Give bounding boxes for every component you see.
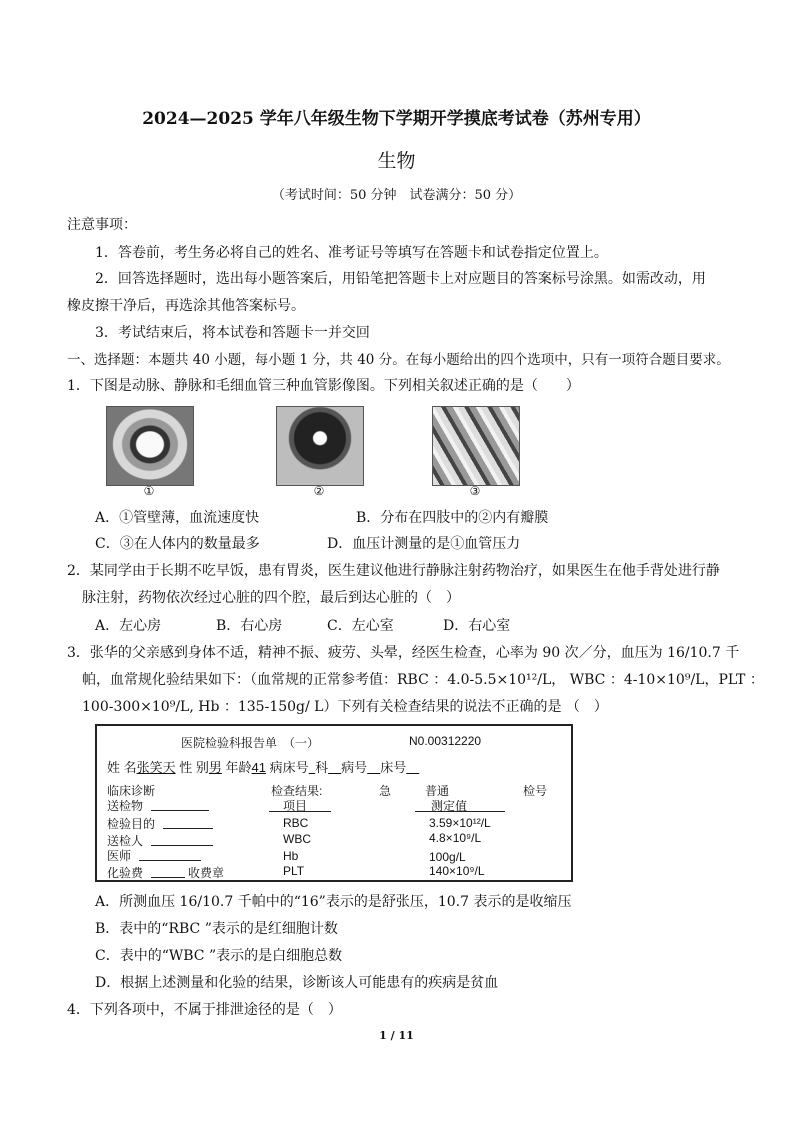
q1-option-c: C．③在人体内的数量最多 (95, 536, 260, 552)
table-row-value: 3.59×10¹²/L (429, 816, 491, 830)
notice-heading: 注意事项： (67, 217, 137, 233)
subject-heading: 生物 (377, 150, 416, 172)
patient-info-row (107, 757, 419, 776)
q3-option-d: D．根据上述测量和化验的结果，诊断该人可能患有的疾病是贫血 (95, 975, 499, 991)
sex-label: 性 别 (179, 760, 209, 775)
notice-item: 1．答卷前，考生务必将自己的姓名、准考证号等填写在答题卡和试卷指定位置上。 (95, 245, 608, 261)
table-row-value: 100g/L (429, 850, 466, 864)
q4-stem: 4．下列各项中，不属于排泄途径的是（ ） (67, 1002, 342, 1018)
check-no-label: 检号 (523, 784, 548, 798)
report-title: 医院检验科报告单 （一） (181, 736, 320, 750)
patient-name: 张笑天 (136, 760, 176, 775)
field-doctor: 医师 (107, 849, 132, 863)
col-header-value: 测定值 (431, 799, 468, 813)
capillary-image (432, 406, 520, 486)
notice-item-continued: 橡皮擦干净后，再选涂其他答案标号。 (67, 298, 305, 314)
field-stamp: 收费章 (188, 866, 225, 880)
field-diagnosis: 临床诊断 (107, 784, 156, 798)
q2-stem: 2．某同学由于长期不吃早饭，患有胃炎，医生建议他进行静脉注射药物治疗，如果医生在他手背处进行静 (67, 563, 720, 579)
patient-age: 41 (251, 760, 267, 775)
image-label-2: ② (313, 484, 325, 498)
field-purpose: 检验目的 (107, 817, 156, 831)
bed-no-label: 床号 (380, 760, 407, 775)
q3-option-a: A．所测血压 16/10.7 千帕中的“16”表示的是舒张压，10.7 表示的是收缩压 (95, 894, 572, 910)
field-fee: 化验费 (107, 866, 144, 880)
patient-sex: 男 (208, 760, 222, 775)
q1-option-d: D．血压计测量的是①血管压力 (327, 536, 521, 552)
result-label: 检查结果: (271, 784, 323, 798)
q1-option-a: A．①管壁薄，血流速度快 (95, 510, 260, 526)
image-label-1: ① (143, 484, 155, 498)
table-row-item: WBC (283, 832, 311, 846)
col-header-item: 项目 (283, 799, 308, 813)
bed-label: 病床号 (269, 760, 309, 775)
urgent-label: 急 (379, 784, 392, 798)
normal-label: 普通 (425, 784, 450, 798)
q3-stem-continued: 帕，血常规化验结果如下：（血常规的正常参考值：RBC ：4.0-5.5×10¹²/L， WBC ：4-10×10⁹/L，PLT ： (82, 672, 764, 688)
name-label: 姓 名 (107, 760, 137, 775)
q2-option-a: A．左心房 (95, 618, 162, 634)
case-label: 病号 (341, 760, 368, 775)
age-label: 年龄 (225, 760, 252, 775)
paper-title: 2024—2025 学年八年级生物下学期开学摸底考试卷（苏州专用） (142, 109, 651, 129)
q3-option-b: B．表中的“RBC ”表示的是红细胞计数 (95, 921, 338, 937)
field-sender: 送检人 (107, 834, 144, 848)
q3-stem: 3．张华的父亲感到身体不适，精神不振、疲劳、头晕，经医生检查，心率为 90 次／分，血压为 16/10.7 千 (67, 645, 740, 661)
table-row-item: Hb (283, 849, 299, 863)
dept-label: 科 (315, 760, 329, 775)
q3-stem-continued: 100-300×10⁹/L, Hb ：135-150g/ L）下列有关检查结果的说法不正确的是 （ ） (82, 699, 608, 715)
table-row-item: RBC (283, 816, 309, 830)
q3-option-c: C．表中的“WBC ”表示的是白细胞总数 (95, 948, 343, 964)
table-row-value: 140×10⁹/L (429, 864, 485, 878)
table-row-item: PLT (283, 864, 305, 878)
notice-item: 2．回答选择题时，选出每小题答案后，用铅笔把答题卡上对应题目的答案标号涂黑。如需改动，用 (95, 271, 706, 287)
q2-stem-continued: 脉注射，药物依次经过心脏的四个腔，最后到达心脏的（ ） (82, 590, 460, 606)
field-specimen: 送检物 (107, 799, 144, 813)
q2-option-c: C．左心室 (327, 618, 394, 634)
artery-image (106, 406, 194, 486)
exam-meta: （考试时间：50 分钟 试卷满分：50 分） (271, 188, 522, 203)
q2-option-b: B．右心房 (216, 618, 283, 634)
image-label-3: ③ (469, 484, 481, 498)
page-number: 1 / 11 (379, 1029, 414, 1042)
q1-option-b: B．分布在四肢中的②内有瓣膜 (356, 510, 549, 526)
lab-report (95, 724, 573, 882)
report-number: N0.00312220 (409, 734, 482, 748)
q1-stem: 1．下图是动脉、静脉和毛细血管三种血管影像图。下列相关叙述正确的是（ ） (67, 378, 580, 394)
section-heading: 一、选择题：本题共 40 小题，每小题 1 分，共 40 分。在每小题给出的四个选项中，只有一项符合题目要求。 (67, 352, 730, 368)
notice-item: 3．考试结束后，将本试卷和答题卡一并交回 (95, 325, 370, 341)
table-row-value: 4.8×10⁹/L (429, 831, 482, 845)
q2-option-d: D．右心室 (443, 618, 511, 634)
vein-image (276, 406, 364, 486)
